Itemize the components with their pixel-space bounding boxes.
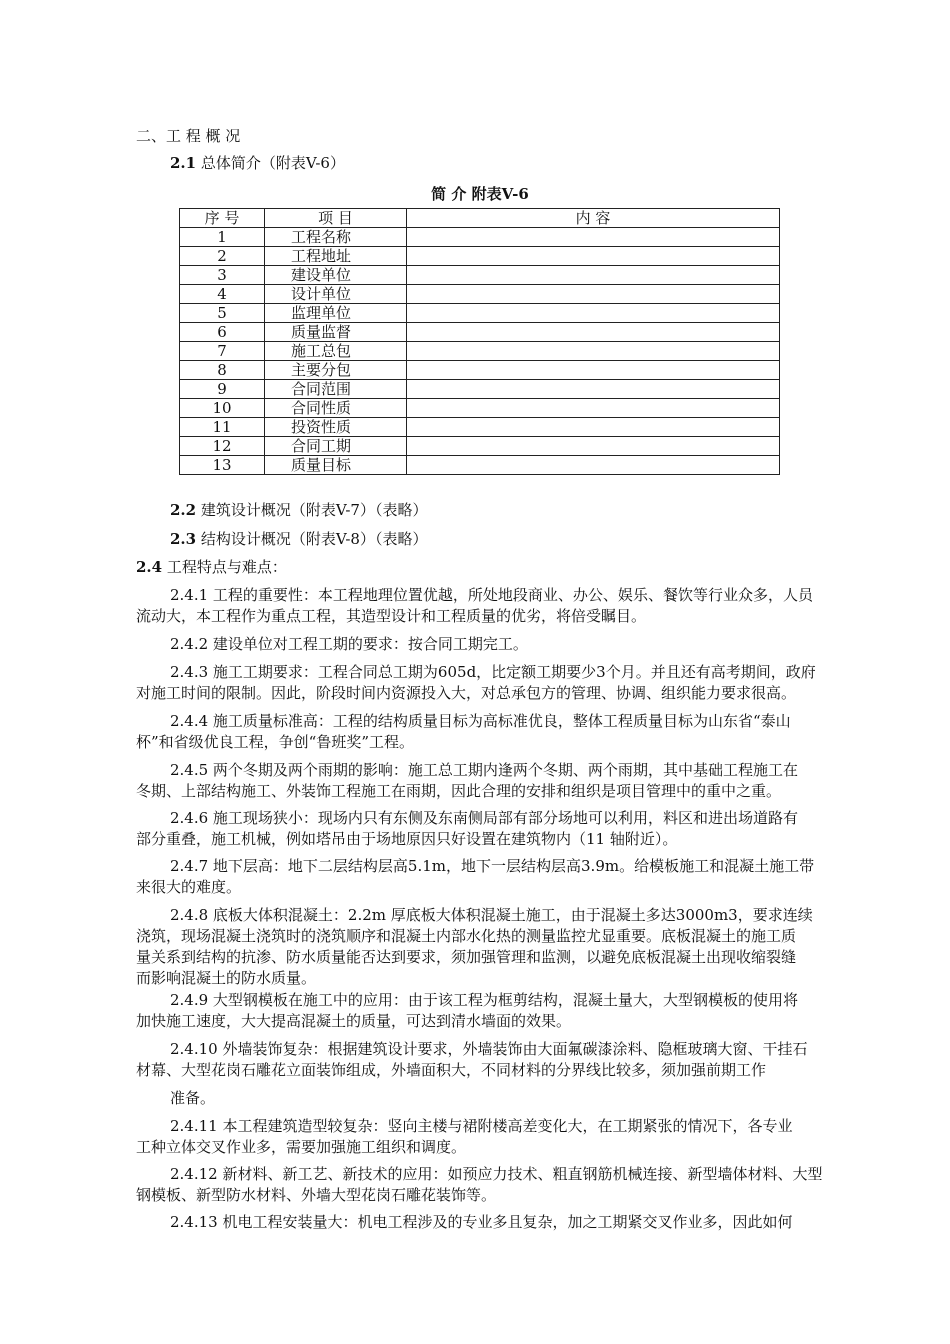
overview-table: [179, 208, 780, 475]
row-item: 工程名称: [265, 228, 407, 247]
subsection-number: 2.2: [170, 501, 197, 519]
table-row: [180, 437, 780, 456]
row-no: 12: [180, 437, 265, 456]
subsection-number: 2.4: [136, 558, 163, 576]
subsection-2-4: [136, 557, 287, 577]
row-content: [407, 304, 780, 323]
para-2-4-8-line4: 而影响混凝土的防水质量。: [136, 969, 317, 987]
row-no: 4: [180, 285, 265, 304]
table-row: [180, 304, 780, 323]
para-2-4-3-line1: 2.4.3 施工工期要求：工程合同总工期为605d，比定额工期要少3个月。并且还有高考期间，政府: [170, 663, 816, 681]
para-2-4-10-line2: 材幕、大型花岗石雕花立面装饰组成，外墙面积大，不同材料的分界线比较多，须加强前期工作: [136, 1061, 767, 1079]
para-2-4-3-line2: 对施工时间的限制。因此，阶段时间内资源投入大，对总承包方的管理、协调、组织能力要求很高。: [136, 684, 797, 702]
para-2-4-8-line3: 量关系到结构的抗渗、防水质量能否达到要求，须加强管理和监测，以避免底板混凝土出现收缩裂缝: [136, 948, 797, 966]
subsection-number: 2.3: [170, 530, 197, 548]
row-no: 9: [180, 380, 265, 399]
row-content: [407, 342, 780, 361]
section-title: 二、工 程 概 况: [136, 127, 241, 145]
subsection-text: 工程特点与难点：: [162, 558, 287, 576]
row-item: 投资性质: [265, 418, 407, 437]
row-no: 2: [180, 247, 265, 266]
row-item: 施工总包: [265, 342, 407, 361]
para-2-4-4-line2: 杯”和省级优良工程，争创“鲁班奖”工程。: [136, 733, 415, 751]
table-row: [180, 380, 780, 399]
table-caption: 简 介 附表V-6: [431, 185, 529, 203]
row-content: [407, 418, 780, 437]
para-2-4-10-line3: 准备。: [170, 1089, 216, 1107]
table-row: [180, 247, 780, 266]
para-2-4-5-line1: 2.4.5 两个冬期及两个雨期的影响：施工总工期内逢两个冬期、两个雨期，其中基础工程施工在: [170, 761, 798, 779]
row-content: [407, 380, 780, 399]
row-content: [407, 266, 780, 285]
table-row: [180, 399, 780, 418]
para-2-4-10-line1: 2.4.10 外墙装饰复杂：根据建筑设计要求，外墙装饰由大面氟碳漆涂料、隐框玻璃大窗、干挂石: [170, 1040, 808, 1058]
row-content: [407, 323, 780, 342]
row-no: 5: [180, 304, 265, 323]
para-2-4-8-line2: 浇筑，现场混凝土浇筑时的浇筑顺序和混凝土内部水化热的测量监控尤显重要。底板混凝土的施工质: [136, 927, 797, 945]
para-2-4-8-line1: 2.4.8 底板大体积混凝土：2.2m 厚底板大体积混凝土施工，由于混凝土多达3000m3，要求连续: [170, 906, 813, 924]
row-item: 合同工期: [265, 437, 407, 456]
para-2-4-12-line2: 钢模板、新型防水材料、外墙大型花岗石雕花装饰等。: [136, 1186, 497, 1204]
row-content: [407, 228, 780, 247]
row-content: [407, 456, 780, 475]
para-2-4-6-line2: 部分重叠，施工机械，例如塔吊由于场地原因只好设置在建筑物内（11 轴附近）。: [136, 830, 678, 848]
row-content: [407, 399, 780, 418]
para-2-4-13-line1: 2.4.13 机电工程安装量大：机电工程涉及的专业多且复杂，加之工期紧交叉作业多，因此如何: [170, 1213, 793, 1231]
row-no: 8: [180, 361, 265, 380]
para-2-4-2: 2.4.2 建设单位对工程工期的要求：按合同工期完工。: [170, 635, 528, 653]
row-no: 3: [180, 266, 265, 285]
table-row: [180, 456, 780, 475]
row-no: 10: [180, 399, 265, 418]
para-2-4-9-line2: 加快施工速度，大大提高混凝土的质量，可达到清水墙面的效果。: [136, 1012, 572, 1030]
subsection-text: 结构设计概况（附表V-8）（表略）: [196, 530, 428, 548]
header-item: 项 目: [265, 209, 407, 228]
table-row: [180, 418, 780, 437]
subsection-text: 建筑设计概况（附表V-7）（表略）: [196, 501, 428, 519]
row-item: 质量目标: [265, 456, 407, 475]
subsection-number: 2.1: [170, 154, 197, 172]
para-2-4-12-line1: 2.4.12 新材料、新工艺、新技术的应用：如预应力技术、粗直钢筋机械连接、新型墙体材料、大型: [170, 1165, 823, 1183]
table-row: [180, 228, 780, 247]
subsection-2-2: [170, 500, 427, 520]
subsection-text: 总体简介（附表V-6）: [196, 154, 345, 172]
table-row: [180, 361, 780, 380]
table-row: [180, 323, 780, 342]
row-content: [407, 437, 780, 456]
row-item: 建设单位: [265, 266, 407, 285]
row-item: 合同范围: [265, 380, 407, 399]
row-no: 7: [180, 342, 265, 361]
para-2-4-11-line1: 2.4.11 本工程建筑造型较复杂：竖向主楼与裙附楼高差变化大，在工期紧张的情况下，各专业: [170, 1117, 793, 1135]
subsection-2-3: [170, 529, 427, 549]
para-2-4-6-line1: 2.4.6 施工现场狭小：现场内只有东侧及东南侧局部有部分场地可以利用，料区和进出场道路有: [170, 809, 798, 827]
para-2-4-7-line2: 来很大的难度。: [136, 878, 242, 896]
header-content: 内 容: [407, 209, 780, 228]
para-2-4-5-line2: 冬期、上部结构施工、外装饰工程施工在雨期，因此合理的安排和组织是项目管理中的重中之重。: [136, 782, 782, 800]
row-item: 质量监督: [265, 323, 407, 342]
para-2-4-4-line1: 2.4.4 施工质量标准高：工程的结构质量目标为高标准优良，整体工程质量目标为山东省“泰山: [170, 712, 791, 730]
para-2-4-11-line2: 工种立体交叉作业多，需要加强施工组织和调度。: [136, 1138, 467, 1156]
row-no: 13: [180, 456, 265, 475]
row-no: 11: [180, 418, 265, 437]
row-item: 主要分包: [265, 361, 407, 380]
para-2-4-1-line2: 流动大，本工程作为重点工程，其造型设计和工程质量的优劣，将倍受瞩目。: [136, 607, 647, 625]
para-2-4-1-line1: 2.4.1 工程的重要性：本工程地理位置优越，所处地段商业、办公、娱乐、餐饮等行业众多，人员: [170, 586, 813, 604]
row-content: [407, 285, 780, 304]
para-2-4-8-rest: [136, 926, 860, 989]
subsection-2-1: [170, 153, 345, 173]
table-row: [180, 266, 780, 285]
row-no: 6: [180, 323, 265, 342]
row-content: [407, 247, 780, 266]
row-item: 合同性质: [265, 399, 407, 418]
row-item: 监理单位: [265, 304, 407, 323]
header-no: 序 号: [180, 209, 265, 228]
para-2-4-9-line1: 2.4.9 大型钢模板在施工中的应用：由于该工程为框剪结构，混凝土量大，大型钢模板的使用将: [170, 991, 798, 1009]
table-row: [180, 285, 780, 304]
para-2-4-7-line1: 2.4.7 地下层高：地下二层结构层高5.1m，地下一层结构层高3.9m。给模板施工和混凝土施工带: [170, 857, 815, 875]
table-row: [180, 342, 780, 361]
row-content: [407, 361, 780, 380]
row-no: 1: [180, 228, 265, 247]
row-item: 设计单位: [265, 285, 407, 304]
table-header-row: [180, 209, 780, 228]
row-item: 工程地址: [265, 247, 407, 266]
